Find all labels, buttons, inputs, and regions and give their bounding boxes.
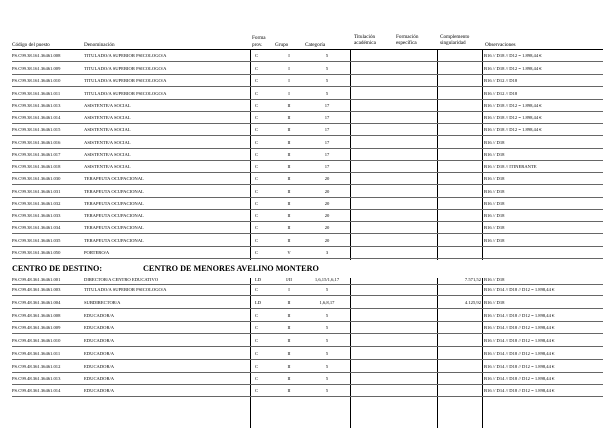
cell-categoria: 5 [325, 364, 329, 369]
cell-categoria: 3 [325, 250, 329, 255]
row-divider [12, 258, 603, 259]
table-row [0, 324, 615, 331]
cell-codigo: PS.C99.38.161.36461.030 [12, 176, 61, 181]
cell-forma-prov: C [255, 103, 259, 108]
cell-categoria: 20 [324, 238, 330, 243]
cell-denominacion: EDUCADOR/A [84, 338, 115, 343]
cell-codigo: PS.C99.38.161.36461.011 [12, 91, 61, 96]
cell-forma-prov: C [255, 140, 259, 145]
cell-grupo: II [287, 164, 291, 169]
cell-codigo: PS.C99.48.361.36461.004 [12, 300, 61, 305]
table-row [0, 387, 615, 394]
cell-categoria: 5 [325, 351, 329, 356]
cell-observaciones: B16 // D14 // D18 // D12 = 1.898,44 € [484, 388, 555, 393]
header-formacion-2: específica [396, 40, 417, 46]
cell-observaciones: B16 // D18 [484, 238, 505, 243]
cell-categoria: 17 [324, 127, 330, 132]
cell-observaciones: B16 // D18 [484, 189, 505, 194]
cell-observaciones: B16 // D14 // D18 // D12 = 1.898,44 € [484, 325, 555, 330]
cell-codigo: PS.C99.38.161.36461.050 [12, 250, 61, 255]
row-divider [12, 396, 603, 397]
table-row [0, 224, 615, 231]
cell-categoria: 1,6,15/1,6,17 [314, 277, 340, 282]
table-row [0, 90, 615, 97]
cell-grupo: II [287, 189, 291, 194]
cell-denominacion: TITULADO/A SUPERIOR PSICOLOGO/A [84, 53, 167, 58]
cell-forma-prov: C [255, 364, 259, 369]
row-divider [12, 74, 603, 75]
cell-denominacion: TERAPEUTA OCUPACIONAL [84, 225, 144, 230]
cell-codigo: PS.C99.38.161.36461.014 [12, 115, 61, 120]
cell-forma-prov: C [255, 313, 259, 318]
cell-grupo: II [287, 300, 291, 305]
row-divider [12, 246, 603, 247]
cell-categoria: 5 [325, 338, 329, 343]
cell-denominacion: TERAPEUTA OCUPACIONAL [84, 201, 144, 206]
cell-codigo: PS.C99.38.161.36461.033 [12, 213, 61, 218]
cell-codigo: PS.C99.48.361.36461.003 [12, 287, 61, 292]
cell-grupo: V [287, 250, 291, 255]
cell-codigo: PS.C99.38.161.36461.032 [12, 201, 61, 206]
cell-denominacion: TITULADO/A SUPERIOR PSICOLOGO/A [84, 287, 167, 292]
cell-forma-prov: C [255, 115, 259, 120]
cell-categoria: 5 [325, 388, 329, 393]
cell-observaciones: B16 // D18 // D12 = 1.898,44 € [484, 127, 542, 132]
cell-forma-prov: C [255, 225, 259, 230]
cell-observaciones: B16 // D14 // D18 // D12 = 1.898,44 € [484, 313, 555, 318]
header-forma-prov-1: Forma [252, 35, 266, 41]
header-forma-prov-2: prov. [252, 42, 263, 48]
cell-forma-prov: C [255, 66, 259, 71]
cell-grupo: I/II [286, 277, 292, 282]
cell-forma-prov: C [255, 388, 259, 393]
row-divider [12, 197, 603, 198]
table-row [0, 286, 615, 293]
cell-grupo: II [287, 338, 291, 343]
header-observaciones: Observaciones [485, 42, 516, 48]
cell-observaciones: B16 // D14 // D18 // D12 = 1.898,44 € [484, 364, 555, 369]
cell-forma-prov: C [255, 91, 259, 96]
cell-denominacion: TITULADO/A SUPERIOR PSICOLOGO/A [84, 78, 167, 83]
cell-grupo: II [287, 388, 291, 393]
cell-grupo: II [287, 152, 291, 157]
cell-forma-prov: C [255, 127, 259, 132]
table-row [0, 363, 615, 370]
cell-categoria: 20 [324, 213, 330, 218]
cell-observaciones: B16 // D18 // D12 = 1.898,44 € [484, 53, 542, 58]
cell-observaciones: B16 // D12 // D18 [484, 91, 518, 96]
cell-categoria: 20 [324, 201, 330, 206]
row-divider [12, 172, 603, 173]
cell-forma-prov: C [255, 325, 259, 330]
cell-forma-prov: LD [255, 277, 262, 282]
cell-categoria: 5 [325, 53, 329, 58]
row-divider [12, 184, 603, 185]
cell-denominacion: TERAPEUTA OCUPACIONAL [84, 176, 144, 181]
cell-categoria: 5 [325, 313, 329, 318]
cell-forma-prov: C [255, 351, 259, 356]
cell-codigo: PS.C99.48.361.36461.009 [12, 325, 61, 330]
table-row [0, 175, 615, 182]
cell-denominacion: ASISTENTE/A SOCIAL [84, 127, 131, 132]
cell-observaciones: B16 // D18 [484, 225, 505, 230]
cell-denominacion: ASISTENTE/A SOCIAL [84, 140, 131, 145]
cell-denominacion: DIRECTOR/A CENTRO EDUCATIVO [84, 277, 159, 282]
cell-categoria: 1,6,8,17 [319, 300, 335, 305]
cell-observaciones: B16 // D18 [484, 300, 505, 305]
table-row [0, 237, 615, 244]
cell-denominacion: TITULADO/A SUPERIOR PSICOLOGO/A [84, 66, 167, 71]
cell-grupo: II [287, 325, 291, 330]
table-row [0, 312, 615, 319]
cell-codigo: PS.C99.38.161.36461.018 [12, 164, 61, 169]
cell-codigo: PS.C99.38.161.36461.016 [12, 140, 61, 145]
cell-codigo: PS.C99.38.161.36461.015 [12, 127, 61, 132]
cell-grupo: II [287, 351, 291, 356]
cell-codigo: PS.C99.38.161.36461.035 [12, 238, 61, 243]
centro-destino-name: CENTRO DE MENORES AVELINO MONTERO [143, 264, 319, 273]
cell-observaciones: B16 // D14 // D18 // D12 = 1.898,44 € [484, 376, 555, 381]
row-divider [12, 308, 603, 309]
cell-grupo: II [287, 238, 291, 243]
row-divider [12, 384, 603, 385]
cell-forma-prov: C [255, 164, 259, 169]
cell-categoria: 20 [324, 225, 330, 230]
row-divider [12, 123, 603, 124]
cell-denominacion: EDUCADOR/A [84, 351, 115, 356]
cell-forma-prov: C [255, 376, 259, 381]
table-row [0, 139, 615, 146]
header-formacion-1: Formación [396, 34, 419, 40]
row-divider [12, 209, 603, 210]
table-row [0, 65, 615, 72]
table-row [0, 249, 615, 256]
cell-grupo: II [287, 115, 291, 120]
table-row [0, 163, 615, 170]
cell-grupo: II [287, 376, 291, 381]
cell-forma-prov: C [255, 53, 259, 58]
header-rule [12, 49, 603, 50]
table-row [0, 188, 615, 195]
table-row [0, 375, 615, 382]
cell-categoria: 5 [325, 376, 329, 381]
header-complemento-1: Complemento [440, 34, 470, 40]
cell-categoria: 17 [324, 140, 330, 145]
row-divider [12, 359, 603, 360]
cell-forma-prov: C [255, 287, 259, 292]
cell-denominacion: TITULADO/A SUPERIOR PSICOLOGO/A [84, 91, 167, 96]
cell-forma-prov: C [255, 152, 259, 157]
header-codigo: Código del puesto [12, 42, 50, 48]
table-row [0, 200, 615, 207]
header-titulacion-2: académica [354, 40, 376, 46]
cell-forma-prov: C [255, 338, 259, 343]
cell-denominacion: ASISTENTE/A SOCIAL [84, 164, 131, 169]
cell-categoria: 5 [325, 66, 329, 71]
cell-grupo: II [287, 201, 291, 206]
cell-grupo: II [287, 127, 291, 132]
row-divider [12, 295, 603, 296]
cell-denominacion: EDUCADOR/A [84, 376, 115, 381]
cell-categoria: 5 [325, 325, 329, 330]
row-divider [12, 221, 603, 222]
cell-categoria: 17 [324, 164, 330, 169]
cell-denominacion: ASISTENTE/A SOCIAL [84, 152, 131, 157]
table-row [0, 114, 615, 121]
cell-codigo: PS.C99.48.361.36461.012 [12, 364, 61, 369]
cell-observaciones: B16 // D18 // D12 = 1.898,44 € [484, 103, 542, 108]
cell-observaciones: B16 // D18 // D12 = 1.898,44 € [484, 66, 542, 71]
cell-categoria: 5 [325, 91, 329, 96]
cell-observaciones: B16 // D18 // ITINERANTE [484, 164, 537, 169]
cell-forma-prov: C [255, 78, 259, 83]
cell-codigo: PS.C99.48.361.36461.008 [12, 313, 61, 318]
cell-grupo: II [287, 103, 291, 108]
cell-categoria: 17 [324, 103, 330, 108]
cell-observaciones: B16 // D14 // D18 // D12 = 1.898,44 € [484, 287, 555, 292]
table-row [0, 102, 615, 109]
centro-destino-label: CENTRO DE DESTINO: [12, 264, 103, 273]
cell-denominacion: EDUCADOR/A [84, 313, 115, 318]
table-row [0, 350, 615, 357]
cell-categoria: 5 [325, 78, 329, 83]
cell-categoria: 17 [324, 152, 330, 157]
cell-observaciones: B16 // D18 [484, 201, 505, 206]
cell-codigo: PS.C99.48.361.36461.001 [12, 277, 61, 282]
cell-observaciones: B16 // D18 [484, 176, 505, 181]
cell-codigo: PS.C99.38.161.36461.031 [12, 189, 61, 194]
cell-codigo: PS.C99.48.361.36461.013 [12, 376, 61, 381]
cell-observaciones: B16 // D18 [484, 152, 505, 157]
cell-forma-prov: C [255, 250, 259, 255]
cell-grupo: I [288, 78, 290, 83]
cell-forma-prov: C [255, 213, 259, 218]
cell-grupo: II [287, 213, 291, 218]
cell-denominacion: EDUCADOR/A [84, 364, 115, 369]
cell-forma-prov: C [255, 201, 259, 206]
row-divider [12, 284, 603, 285]
header-denominacion: Denominación [84, 42, 115, 48]
header-grupo: Grupo [275, 42, 289, 48]
cell-denominacion: TERAPEUTA OCUPACIONAL [84, 213, 144, 218]
table-row [0, 151, 615, 158]
cell-codigo: PS.C99.48.361.36461.010 [12, 338, 61, 343]
row-divider [12, 372, 603, 373]
cell-grupo: II [287, 176, 291, 181]
row-divider [12, 99, 603, 100]
cell-denominacion: TERAPEUTA OCUPACIONAL [84, 189, 144, 194]
cell-grupo: II [287, 140, 291, 145]
cell-codigo: PS.C99.38.161.36461.013 [12, 103, 61, 108]
row-divider [12, 86, 603, 87]
cell-grupo: I [288, 287, 290, 292]
cell-grupo: I [288, 53, 290, 58]
cell-observaciones: B16 // D14 // D18 // D12 = 1.898,44 € [484, 338, 555, 343]
cell-observaciones: B16 // D14 // D18 // D12 = 1.898,44 € [484, 351, 555, 356]
cell-categoria: 5 [325, 287, 329, 292]
row-divider [12, 148, 603, 149]
cell-complemento: 7.571,52 [464, 277, 481, 282]
cell-grupo: I [288, 91, 290, 96]
cell-grupo: II [287, 364, 291, 369]
cell-observaciones: B16 // D18 [484, 277, 505, 282]
cell-denominacion: ASISTENTE/A SOCIAL [84, 115, 131, 120]
cell-codigo: PS.C99.38.161.36461.034 [12, 225, 61, 230]
cell-observaciones: B16 // D18 // D12 = 1.898,44 € [484, 115, 542, 120]
row-divider [12, 135, 603, 136]
table-row [0, 337, 615, 344]
cell-forma-prov: LD [255, 300, 262, 305]
cell-codigo: PS.C99.38.161.36461.017 [12, 152, 61, 157]
row-divider [12, 233, 603, 234]
cell-codigo: PS.C99.38.161.36461.010 [12, 78, 61, 83]
cell-observaciones: B16 // D18 [484, 140, 505, 145]
cell-grupo: I [288, 66, 290, 71]
header-complemento-2: singularidad [440, 40, 466, 46]
cell-forma-prov: C [255, 176, 259, 181]
cell-complemento: 4.125,92 [464, 300, 481, 305]
cell-denominacion: EDUCADOR/A [84, 325, 115, 330]
cell-denominacion: ASISTENTE/A SOCIAL [84, 103, 131, 108]
row-divider [12, 111, 603, 112]
table-row [0, 52, 615, 59]
cell-forma-prov: C [255, 238, 259, 243]
header-titulacion-1: Titulación [354, 34, 376, 40]
cell-categoria: 17 [324, 115, 330, 120]
cell-denominacion: SUBDIRECTOR/A [84, 300, 121, 305]
table-row [0, 276, 615, 283]
cell-codigo: PS.C99.38.161.36461.008 [12, 53, 61, 58]
row-divider [12, 61, 603, 62]
cell-categoria: 20 [324, 189, 330, 194]
cell-observaciones: B16 // D18 [484, 213, 505, 218]
row-divider [12, 160, 603, 161]
table-row [0, 299, 615, 306]
row-divider [12, 346, 603, 347]
cell-codigo: PS.C99.48.361.36461.014 [12, 388, 61, 393]
table-row [0, 77, 615, 84]
header-categoria: Categoría [305, 42, 326, 48]
cell-grupo: II [287, 225, 291, 230]
cell-categoria: 20 [324, 176, 330, 181]
row-divider [12, 321, 603, 322]
cell-grupo: II [287, 313, 291, 318]
cell-denominacion: PORTERO/A [84, 250, 110, 255]
table-row [0, 126, 615, 133]
cell-denominacion: TERAPEUTA OCUPACIONAL [84, 238, 144, 243]
cell-observaciones: B16 // D12 // D18 [484, 78, 518, 83]
row-divider [12, 333, 603, 334]
table-row [0, 212, 615, 219]
cell-codigo: PS.C99.48.361.36461.011 [12, 351, 61, 356]
cell-forma-prov: C [255, 189, 259, 194]
cell-denominacion: EDUCADOR/A [84, 388, 115, 393]
cell-codigo: PS.C99.38.161.36461.009 [12, 66, 61, 71]
